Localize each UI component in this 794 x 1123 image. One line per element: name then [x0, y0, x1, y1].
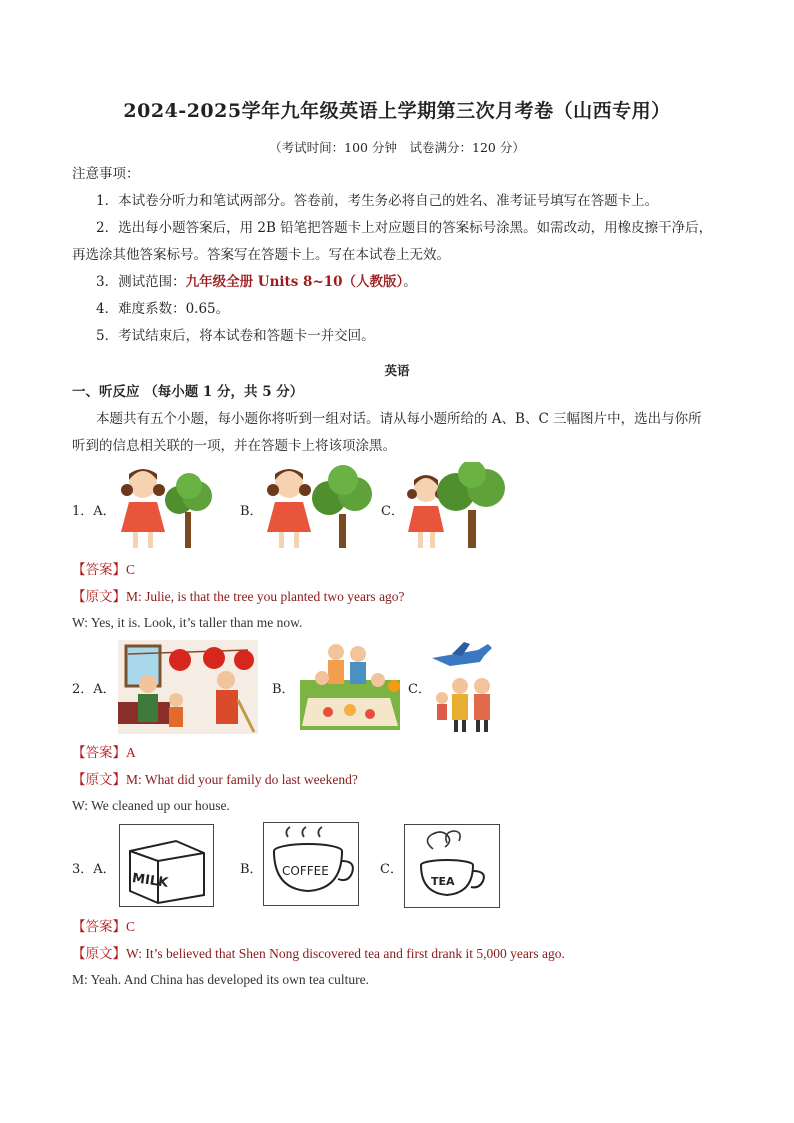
milk-carton-icon: [120, 825, 212, 905]
exam-title: 2024-2025学年九年级英语上学期第三次月考卷（山西专用）: [123, 100, 671, 122]
tree-icon: [312, 465, 372, 548]
q3-script-line-1: W: It’s believed that Shen Nong discovered tea and first drank it 5,000 years ago.: [126, 946, 565, 961]
note-3-range: 九年级全册 Units 8~10（人教版）: [185, 274, 404, 290]
note-4: 4．难度系数：0.65。: [96, 301, 230, 317]
q1-option-c-label: C．: [381, 504, 404, 519]
tea-cup-icon: [405, 825, 498, 906]
q3-option-c-label: C．: [380, 862, 403, 877]
part1-title: 一、听反应 （每小题 1 分，共 5 分）: [72, 384, 304, 400]
q3-option-a-image: [119, 824, 214, 907]
tree-icon: [437, 462, 505, 548]
q2-option-b-image: [298, 640, 402, 732]
q3-option-b-image: [263, 822, 359, 906]
q3-answer-value: C: [126, 919, 136, 934]
note-3: [96, 272, 417, 292]
part1-instr-1: 本题共有五个小题，每小题你将听到一组对话。请从每小题所给的 A、B、C 三幅图片中，选出与你所: [96, 411, 702, 427]
q3-answer: [72, 917, 135, 937]
q3-answer-label: 【答案】: [72, 919, 126, 935]
q1-answer-value: C: [126, 562, 136, 577]
q2-option-a-image: [118, 640, 258, 734]
q3-script-line-2: M: Yeah. And China has developed its own tea culture.: [72, 972, 369, 987]
tree-icon: [165, 473, 212, 548]
coffee-text: COFFEE: [282, 864, 329, 878]
q2-answer-value: A: [126, 745, 136, 760]
note-2b: 再选涂其他答案标号。答案写在答题卡上。写在本试卷上无效。: [72, 247, 450, 263]
q2-script: [72, 770, 358, 790]
note-1: 1．本试卷分听力和笔试两部分。答卷前，考生务必将自己的姓名、准考证号填写在答题卡上。: [96, 193, 659, 209]
q1-script-line-1: M: Julie, is that the tree you planted two years ago?: [126, 589, 405, 604]
q2-script-label: 【原文】: [72, 772, 126, 788]
milk-text: MILK: [131, 870, 169, 891]
q3-script: [72, 944, 565, 964]
coffee-cup-icon: [264, 823, 357, 904]
q3-option-c-image: [404, 824, 500, 908]
section-name: 英语: [384, 363, 410, 378]
q2-option-a-label: 2．A．: [72, 682, 116, 697]
family-picnic-icon: [300, 644, 400, 730]
q1-script-line-2: W: Yes, it is. Look, it’s taller than me now.: [72, 615, 303, 630]
q1-script: [72, 587, 405, 607]
q1-option-c-image: [404, 462, 506, 552]
part1-instr-2: 听到的信息相关联的一项，并在答题卡上将该项涂黑。: [72, 438, 396, 454]
q1-option-b-label: B．: [240, 504, 263, 519]
q3-option-b-label: B．: [240, 862, 263, 877]
family-travel-icon: [432, 642, 492, 732]
q1-answer: [72, 560, 135, 580]
q1-script-label: 【原文】: [72, 589, 126, 605]
note-3-prefix: 3．测试范围：: [96, 274, 186, 290]
note-3-suffix: 。: [403, 274, 417, 290]
q1-option-a-label: 1．A．: [72, 504, 116, 519]
q2-option-c-label: C．: [408, 682, 431, 697]
q1-answer-label: 【答案】: [72, 562, 126, 578]
q2-answer: [72, 743, 136, 763]
q3-option-a-label: 3．A．: [72, 862, 116, 877]
exam-subtitle: （考试时间：100 分钟 试卷满分：120 分）: [269, 140, 525, 155]
q2-option-b-label: B．: [272, 682, 295, 697]
q2-option-c-image: [430, 640, 496, 734]
girl-icon: [267, 469, 311, 548]
q2-script-line-2: W: We cleaned up our house.: [72, 798, 230, 813]
family-cleaning-icon: [118, 640, 258, 734]
note-5: 5．考试结束后，将本试卷和答题卡一并交回。: [96, 328, 375, 344]
q1-option-a-image: [117, 462, 217, 552]
q2-script-line-1: M: What did your family do last weekend?: [126, 772, 358, 787]
girl-icon: [121, 469, 165, 548]
note-2a: 2．选出每小题答案后，用 2B 铅笔把答题卡上对应题目的答案标号涂黑。如需改动，用橡皮擦干净后，: [96, 220, 713, 236]
notes-heading: 注意事项：: [72, 166, 140, 182]
q1-option-b-image: [263, 462, 375, 552]
tea-text: TEA: [431, 875, 455, 888]
q2-answer-label: 【答案】: [72, 745, 126, 761]
q3-script-label: 【原文】: [72, 946, 126, 962]
